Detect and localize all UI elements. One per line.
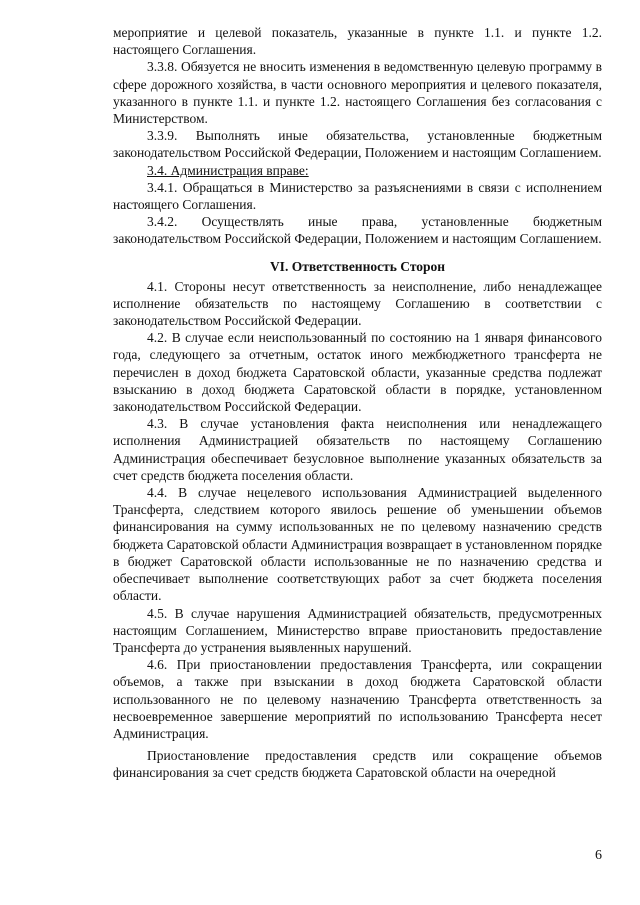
paragraph-4-4: 4.4. В случае нецелевого использования Администрацией выделенного Трансферта, следствием которого явилось решение об уменьшении объемов финансирования на сумму использованных не по целевому назначению средств бюджета Саратовской области Администрация возвращает в установленном порядке в бюджет Саратовской области использованные не по назначению средства и обеспечивает выполнение соответствующих работ за счет бюджета поселения области. [113, 485, 602, 604]
heading-3-4 [113, 162, 602, 179]
paragraph-4-5: 4.5. В случае нарушения Администрацией обязательств, предусмотренных настоящим Соглашением, Министерство вправе приостановить предоставление Трансферта до устранения выявленных нарушений. [113, 605, 602, 655]
paragraph-3-3-7-continuation: мероприятие и целевой показатель, указанные в пункте 1.1. и пункте 1.2. настоящего Соглашения. [113, 25, 602, 58]
paragraph-4-1: 4.1. Стороны несут ответственность за неисполнение, либо ненадлежащее исполнение обязательств по настоящему Соглашению в соответствии с законодательством Российской Федерации. [113, 278, 602, 329]
heading-3-4-text: 3.4. Администрация вправе: [147, 162, 309, 178]
paragraph-3-4-2: 3.4.2. Осуществлять иные права, установленные бюджетным законодательством Российской Федерации, Положением и настоящим Соглашением. [113, 214, 602, 247]
page-number: 6 [595, 848, 602, 863]
section-6-title: VI. Ответственность Сторон [269, 258, 446, 274]
paragraph-4-3: 4.3. В случае установления факта неисполнения или ненадлежащего исполнения Администрацией обязательств по настоящему Соглашению Администрация обеспечивает безусловное выполнение указанных обязательств за счет средств бюджета поселения области. [113, 416, 602, 483]
paragraph-4-6: 4.6. При приостановлении предоставления Трансферта, или сокращении объемов, а также при взыскании в доход бюджета Саратовской области использованного не по целевому назначению Трансферта ответственность за несвоевременное завершение мероприятий по использованию Трансферта несет Администрация. [113, 657, 602, 741]
paragraph-suspension: Приостановление предоставления средств или сокращение объемов финансирования за счет средств бюджета Саратовской области на очередной [113, 748, 602, 781]
paragraph-4-2: 4.2. В случае если неиспользованный по состоянию на 1 января финансового года, следующего за отчетным, остаток иного межбюджетного трансферта не перечислен в доход бюджета Саратовской области, указанные средства подлежат взысканию в доход бюджета Саратовской области в порядке, установленном законодательством Российской Федерации. [113, 330, 602, 415]
paragraph-3-3-9: 3.3.9. Выполнять иные обязательства, установленные бюджетным законодательством Российской Федерации, Положением и настоящим Соглашением. [113, 128, 602, 161]
paragraph-3-3-8: 3.3.8. Обязуется не вносить изменения в ведомственную целевую программу в сфере дорожного хозяйства, в части основного мероприятия и целевого показателя, указанного в пункте 1.1. и пункте 1.2. настоящего Соглашения без согласования с Министерством. [113, 59, 602, 127]
paragraph-3-4-1: 3.4.1. Обращаться в Министерство за разъяснениями в связи с исполнением настоящего Соглашения. [113, 179, 602, 213]
